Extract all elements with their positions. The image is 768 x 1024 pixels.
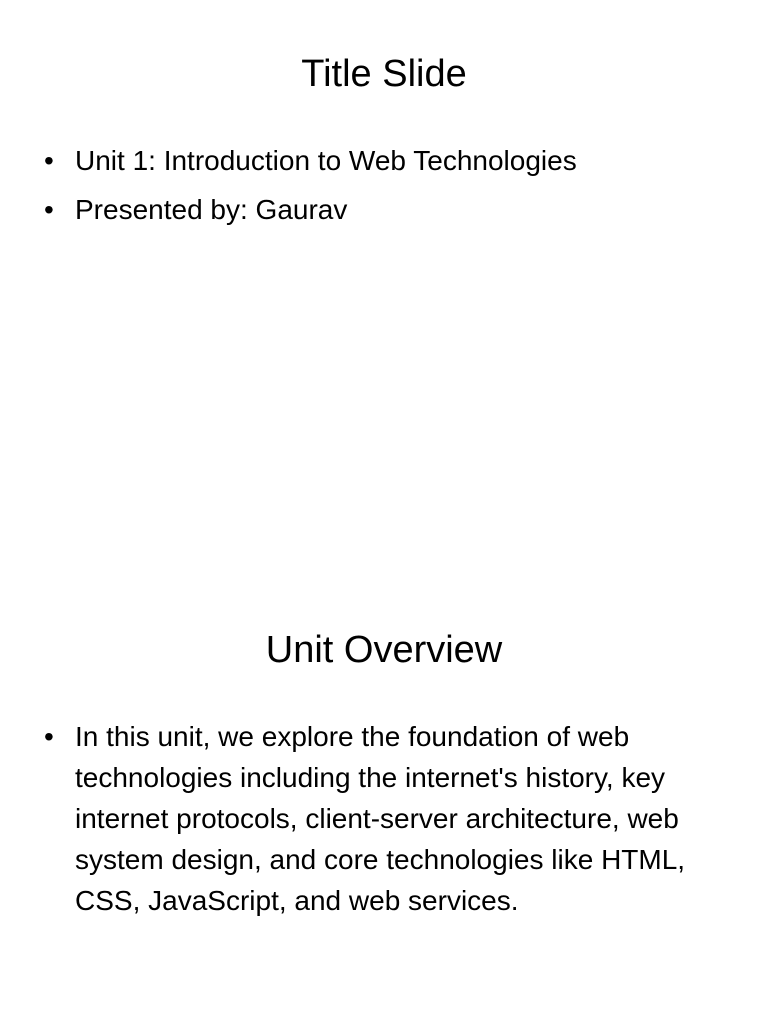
bullet-list <box>44 716 724 921</box>
bullet-item <box>44 189 724 230</box>
bullet-point-icon: • <box>44 145 54 176</box>
slide-title: Title Slide <box>301 53 467 95</box>
bullet-point-icon: • <box>44 721 54 752</box>
slide-unit-overview <box>0 576 768 1024</box>
bullet-point-icon: • <box>44 194 54 225</box>
bullet-item <box>44 140 724 181</box>
bullet-text: Presented by: Gaurav <box>75 194 348 225</box>
bullet-text: In this unit, we explore the foundation of web technologies including the internet's history, key internet protocols, client-server architecture, web system design, and core technologies like HTML, CSS, JavaScript, and web services. <box>75 721 686 916</box>
bullet-item <box>44 716 724 921</box>
bullet-list <box>44 140 724 238</box>
bullet-text: Unit 1: Introduction to Web Technologies <box>75 145 577 176</box>
slide-title: Unit Overview <box>265 629 503 671</box>
